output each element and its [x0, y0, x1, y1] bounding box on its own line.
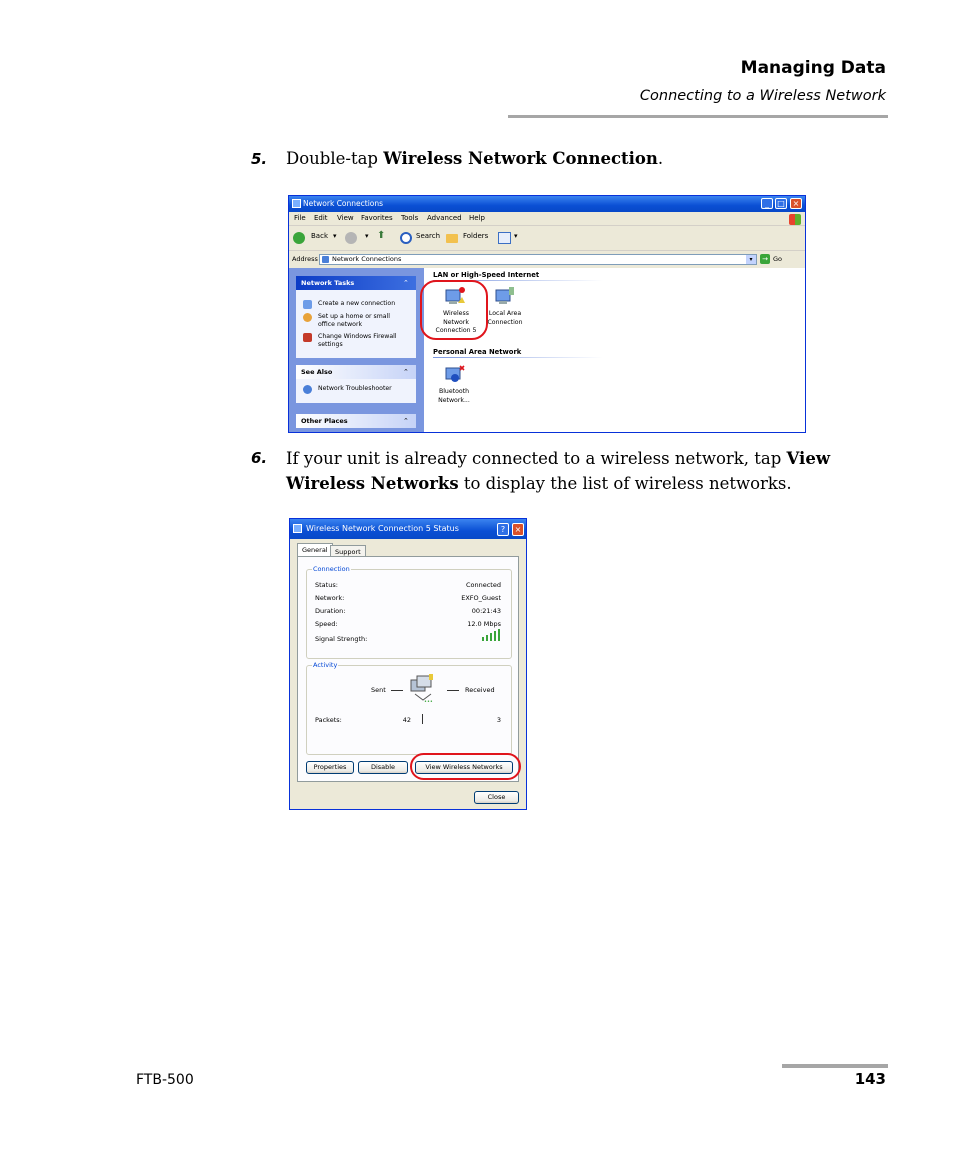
local-area-connection-icon[interactable] [494, 285, 516, 307]
search-icon[interactable] [400, 232, 412, 244]
menu-file[interactable]: File [294, 214, 306, 222]
speed-label: Speed: [315, 620, 338, 628]
task-firewall-line2[interactable]: settings [318, 341, 343, 348]
step-6-text-bold-a: View [786, 449, 831, 468]
packets-sent-value: 42 [402, 716, 411, 724]
back-dropdown-icon[interactable]: ▾ [333, 232, 337, 240]
group-pan-divider [433, 357, 603, 358]
wireless-label-line3: Connection 5 [435, 327, 477, 334]
svg-text:•••: ••• [424, 699, 433, 704]
group-pan-heading: Personal Area Network [433, 348, 522, 356]
network-connections-window [288, 195, 806, 433]
up-folder-icon[interactable]: ⬆ [377, 230, 386, 241]
menu-help[interactable]: Help [469, 214, 485, 222]
address-dropdown-icon[interactable]: ▾ [746, 255, 756, 264]
packets-divider [422, 714, 423, 724]
step-6-text-a: If your unit is already connected to a wireless network, tap [286, 449, 787, 468]
activity-legend: Activity [313, 661, 338, 669]
folders-icon[interactable] [446, 234, 458, 243]
task-network-troubleshooter[interactable]: Network Troubleshooter [318, 385, 392, 392]
step-6-text-bold-b: Wireless Networks [286, 474, 459, 493]
close-icon[interactable]: × [790, 198, 802, 209]
new-connection-icon [303, 300, 312, 309]
minimize-icon[interactable]: _ [761, 198, 773, 209]
back-button[interactable]: Back [311, 232, 328, 240]
tab-general[interactable]: General [297, 543, 333, 556]
bluetooth-network-label[interactable] [429, 388, 479, 405]
forward-dropdown-icon[interactable]: ▾ [365, 232, 369, 240]
general-tab-panel [297, 556, 519, 782]
menu-tools[interactable]: Tools [401, 214, 419, 222]
see-also-heading[interactable]: See Also [296, 365, 416, 379]
go-arrow-icon[interactable]: → [760, 254, 770, 264]
group-lan-heading: LAN or High-Speed Internet [433, 271, 540, 279]
step-5-text-end: . [657, 149, 664, 168]
local-area-connection-label[interactable] [482, 310, 528, 327]
maximize-icon[interactable]: □ [775, 198, 787, 209]
disable-button[interactable]: Disable [358, 761, 408, 774]
connection-legend: Connection [313, 565, 350, 573]
views-icon[interactable] [498, 232, 511, 244]
packets-received-value: 3 [496, 716, 501, 724]
menu-edit[interactable]: Edit [314, 214, 328, 222]
packets-label: Packets: [315, 716, 342, 724]
step-6-line2 [286, 471, 846, 496]
view-wireless-networks-button[interactable]: View Wireless Networks [415, 761, 513, 774]
task-create-connection[interactable]: Create a new connection [318, 300, 396, 307]
wireless-label-line1: Wireless [443, 310, 469, 317]
address-input[interactable] [319, 254, 757, 265]
sent-label: Sent [371, 686, 386, 694]
step-5-number: 5. [251, 150, 268, 168]
properties-button[interactable]: Properties [306, 761, 354, 774]
network-tasks-panel [296, 276, 416, 358]
expand-chevron-icon[interactable]: ⌃ [403, 417, 409, 425]
local-label-line2: Connection [487, 318, 523, 326]
header-rule [508, 115, 888, 118]
step-5-text-bold: Wireless Network Connection [383, 149, 658, 168]
duration-value: 00:21:43 [471, 607, 501, 615]
status-label: Status: [315, 581, 338, 589]
sent-line [391, 690, 403, 691]
address-network-icon [322, 256, 329, 263]
views-dropdown-icon[interactable]: ▾ [514, 232, 518, 240]
network-tasks-body [296, 290, 416, 358]
collapse-chevron-icon[interactable]: ⌃ [403, 279, 409, 287]
go-button[interactable]: Go [773, 255, 783, 263]
highlight-circle [420, 280, 488, 340]
network-activity-icon [407, 672, 443, 704]
help-icon [303, 385, 312, 394]
speed-value: 12.0 Mbps [467, 620, 501, 628]
received-line [447, 690, 459, 691]
firewall-icon [303, 333, 312, 342]
close-icon[interactable]: × [512, 523, 524, 536]
other-places-panel [296, 414, 416, 428]
back-arrow-icon[interactable] [293, 232, 305, 244]
close-button[interactable]: Close [474, 791, 519, 804]
folders-button[interactable]: Folders [463, 232, 489, 240]
wireless-label-line2: Network [443, 318, 469, 326]
help-icon[interactable]: ? [497, 523, 509, 536]
collapse-chevron-icon[interactable]: ⌃ [403, 368, 409, 376]
address-label: Address [292, 255, 318, 263]
network-value: EXFO_Guest [461, 594, 501, 602]
running-header-title: Managing Data [740, 58, 886, 78]
connection-group [306, 565, 512, 659]
wireless-antenna-icon [293, 524, 302, 533]
task-home-network[interactable]: Set up a home or small [318, 313, 390, 320]
window-titlebar [289, 196, 805, 212]
address-value: Network Connections [332, 255, 402, 263]
menu-favorites[interactable]: Favorites [361, 214, 393, 222]
signal-strength-icon [481, 628, 501, 641]
step-6-text-end: to display the list of wireless networks. [458, 474, 792, 493]
menu-bar [289, 212, 805, 226]
network-tasks-heading[interactable]: Network Tasks [296, 276, 416, 290]
search-button[interactable]: Search [416, 232, 441, 240]
task-firewall[interactable]: Change Windows Firewall [318, 333, 397, 340]
task-pane [289, 268, 424, 432]
dialog-title: Wireless Network Connection 5 Status [306, 524, 459, 533]
menu-view[interactable]: View [337, 214, 354, 222]
bluetooth-label-line2: Network... [438, 396, 470, 404]
bluetooth-network-icon[interactable] [444, 363, 466, 385]
signal-strength-label: Signal Strength: [315, 635, 368, 643]
footer-product: FTB-500 [136, 1072, 194, 1088]
step-6-line1 [286, 446, 846, 471]
running-header-subtitle: Connecting to a Wireless Network [639, 88, 886, 104]
duration-label: Duration: [315, 607, 346, 615]
toolbar [289, 226, 805, 251]
local-label-line1: Local Area [488, 310, 522, 317]
home-network-icon [303, 313, 312, 322]
network-label: Network: [315, 594, 345, 602]
highlight-circle [410, 753, 521, 780]
received-label: Received [465, 686, 495, 694]
network-folder-icon [292, 199, 301, 208]
see-also-body [296, 379, 416, 403]
bluetooth-label-line1: Bluetooth [438, 388, 470, 395]
menu-advanced[interactable]: Advanced [427, 214, 462, 222]
footer-rule [782, 1064, 888, 1068]
status-dialog [289, 518, 527, 810]
status-value: Connected [465, 581, 501, 589]
see-also-panel [296, 365, 416, 403]
address-bar [289, 251, 805, 268]
other-places-heading[interactable]: Other Places [296, 414, 416, 428]
step-5-text [286, 146, 663, 171]
step-6-number: 6. [251, 449, 268, 467]
page-number: 143 [854, 1070, 886, 1088]
activity-group [306, 661, 512, 755]
forward-arrow-icon[interactable] [345, 232, 357, 244]
window-title: Network Connections [303, 199, 384, 208]
step-5-text-a: Double-tap [286, 149, 384, 168]
step-6-text [286, 446, 846, 496]
connections-list [424, 268, 805, 432]
dialog-titlebar [290, 519, 526, 539]
windows-logo-icon [789, 214, 801, 225]
task-home-network-line2[interactable]: office network [318, 321, 363, 328]
tab-support[interactable]: Support [330, 545, 366, 557]
